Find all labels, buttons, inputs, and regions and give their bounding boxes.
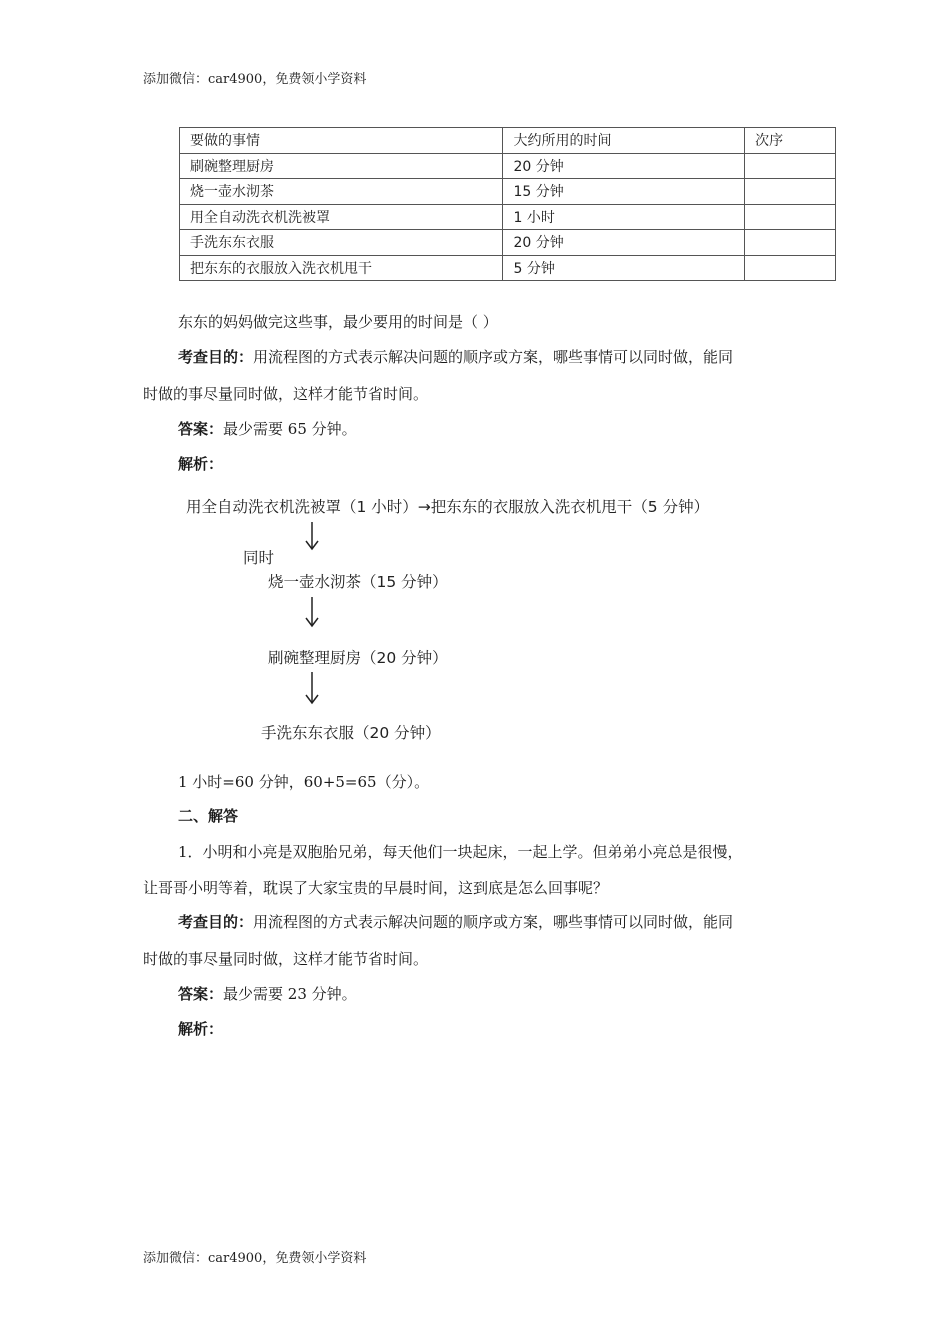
page-footer: 添加微信：car4900，免费领小学资料	[143, 1251, 367, 1266]
purpose-continued: 时做的事尽量同时做，这样才能节省时间。	[143, 950, 429, 968]
column-header: 次序	[745, 128, 836, 154]
flow-step-washing-machine	[186, 495, 709, 517]
answer-label: 答案：	[178, 420, 224, 438]
section-title: 二、解答	[178, 807, 239, 825]
column-header: 要做的事情	[180, 128, 503, 154]
table-cell	[745, 255, 836, 281]
answer-text: 最少需要 65 分钟。	[223, 420, 357, 438]
purpose-label: 考查目的：	[178, 913, 254, 931]
calculation-text: 1 小时=60 分钟，60+5=65（分）。	[178, 773, 430, 791]
table-cell	[745, 179, 836, 205]
answer-paragraph	[178, 985, 357, 1004]
table-row	[180, 179, 836, 205]
table-cell	[745, 230, 836, 256]
purpose-paragraph	[178, 913, 733, 932]
table-cell: 把东东的衣服放入洗衣机甩干	[180, 255, 503, 281]
table-row	[180, 255, 836, 281]
purpose-label: 考查目的：	[178, 348, 254, 366]
table-cell	[745, 204, 836, 230]
flow-step-3: 刷碗整理厨房（20 分钟）	[268, 649, 448, 667]
table-row	[180, 204, 836, 230]
question-text: 1．小明和小亮是双胞胎兄弟，每天他们一块起床，一起上学。但弟弟小亮总是很慢，	[178, 843, 743, 861]
column-header: 大约所用的时间	[503, 128, 745, 154]
table-cell: 20 分钟	[503, 230, 745, 256]
down-arrow-icon	[302, 520, 322, 552]
table-cell: 手洗东东衣服	[180, 230, 503, 256]
table-cell: 烧一壶水沏茶	[180, 179, 503, 205]
table-cell: 用全自动洗衣机洗被罩	[180, 204, 503, 230]
question-text: 东东的妈妈做完这些事，最少要用的时间是（ ）	[178, 313, 498, 331]
answer-label: 答案：	[178, 985, 224, 1003]
flow-step-1: 用全自动洗衣机洗被罩（1 小时）	[186, 498, 418, 516]
question-continued: 让哥哥小明等着，耽误了大家宝贵的早晨时间，这到底是怎么回事呢？	[143, 879, 609, 897]
table-cell: 15 分钟	[503, 179, 745, 205]
analysis-label: 解析：	[178, 1020, 224, 1038]
purpose-paragraph	[178, 348, 733, 367]
table-header-row	[180, 128, 836, 154]
right-arrow-icon: →	[417, 498, 431, 516]
table-cell	[745, 153, 836, 179]
purpose-text: 用流程图的方式表示解决问题的顺序或方案，哪些事情可以同时做，能同	[253, 348, 734, 366]
flow-step-2: 烧一壶水沏茶（15 分钟）	[268, 573, 448, 591]
purpose-text: 用流程图的方式表示解决问题的顺序或方案，哪些事情可以同时做，能同	[253, 913, 734, 931]
table-cell: 1 小时	[503, 204, 745, 230]
table-row	[180, 153, 836, 179]
table-cell: 刷碗整理厨房	[180, 153, 503, 179]
flow-step-4: 手洗东东衣服（20 分钟）	[261, 724, 441, 742]
answer-paragraph	[178, 420, 357, 439]
answer-text: 最少需要 23 分钟。	[223, 985, 357, 1003]
flow-simultaneous-label: 同时	[243, 549, 275, 567]
table-cell: 20 分钟	[503, 153, 745, 179]
page-header: 添加微信：car4900，免费领小学资料	[143, 72, 367, 87]
purpose-continued: 时做的事尽量同时做，这样才能节省时间。	[143, 385, 429, 403]
down-arrow-icon	[302, 595, 322, 629]
table-row	[180, 230, 836, 256]
flow-step-1b: 把东东的衣服放入洗衣机甩干（5 分钟）	[430, 498, 710, 516]
down-arrow-icon	[302, 670, 322, 706]
analysis-label: 解析：	[178, 455, 224, 473]
table-cell: 5 分钟	[503, 255, 745, 281]
tasks-table	[179, 127, 836, 281]
